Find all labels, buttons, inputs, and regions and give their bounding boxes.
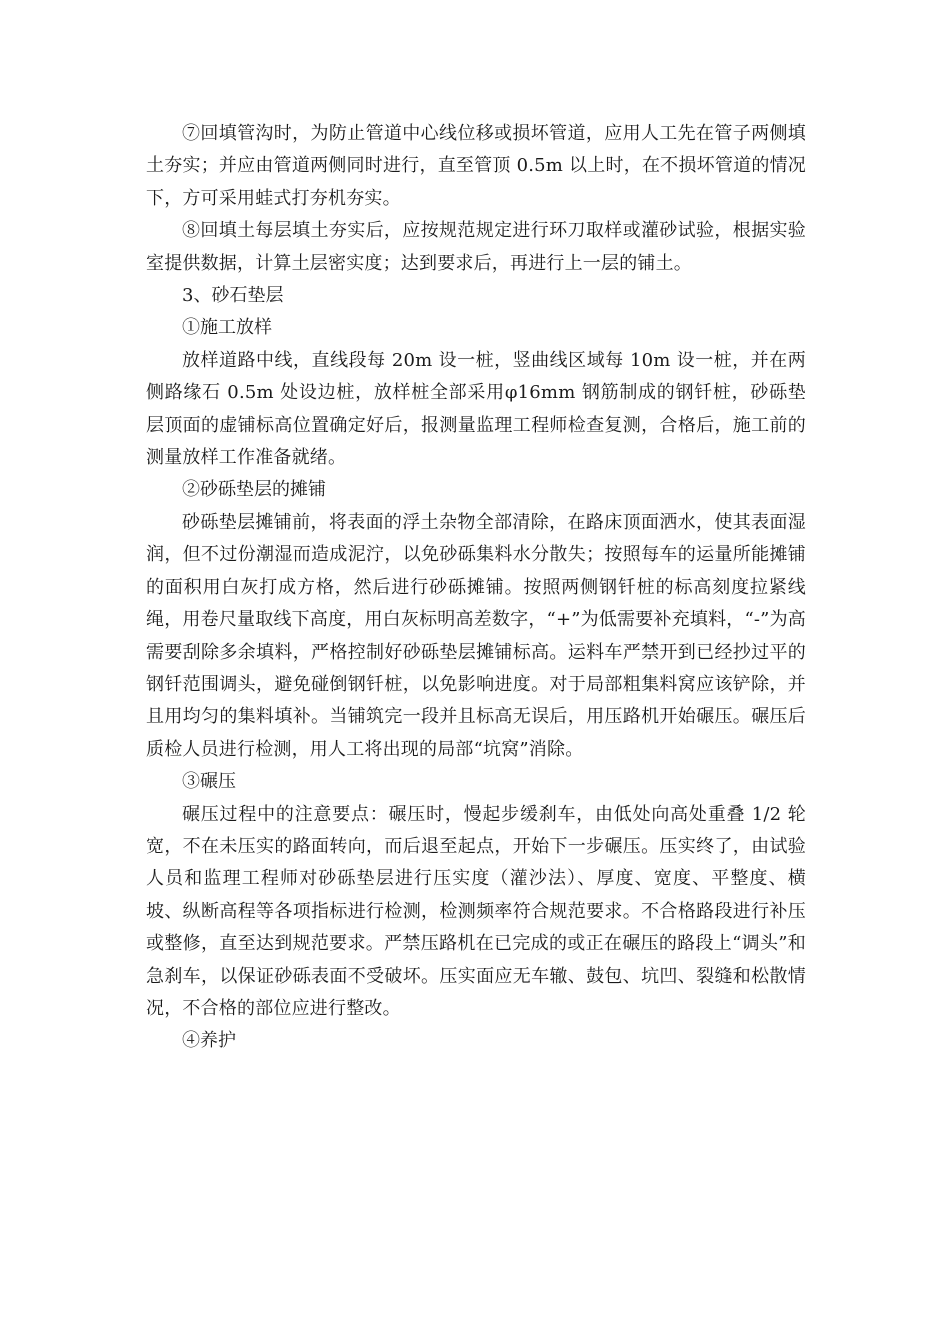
subheading-curing: ④养护	[182, 1030, 236, 1052]
subheading-survey-layout: ①施工放样	[182, 317, 272, 339]
section-heading-gravel-cushion: 3、砂石垫层	[182, 285, 284, 307]
document-page	[146, 118, 806, 1058]
subheading-rolling: ③碾压	[182, 771, 236, 793]
paragraph-rolling: 碾压过程中的注意要点：碾压时，慢起步缓刹车，由低处向高处重叠 1/2 轮宽，不在未压实的路面转向，而后退至起点，开始下一步碾压。压实终了，由试验人员和监理工程师对砂砾垫层进行压实度（灌沙法）、厚度、宽度、平整度、横坡、纵断高程等各项指标进行检测，检测频率符合规范要求。不合格路段进行补压或整修，直至达到规范要求。严禁压路机在已完成的或正在碾压的路段上“调头”和急刹车，以保证砂砾表面不受破坏。压实面应无车辙、鼓包、坑凹、裂缝和松散情况，不合格的部位应进行整改。	[146, 803, 806, 1019]
paragraph-survey-layout: 放样道路中线，直线段每 20m 设一桩，竖曲线区域每 10m 设一桩，并在两侧路缘石 0.5m 处设边桩，放样桩全部采用φ16mm 钢筋制成的钢钎桩，砂砾垫层顶面的虚铺标高位置确定好后，报测量监理工程师检查复测，合格后，施工前的测量放样工作准备就绪。	[146, 349, 806, 469]
subheading-gravel-spreading: ②砂砾垫层的摊铺	[182, 479, 326, 501]
paragraph-backfill-trench: ⑦回填管沟时，为防止管道中心线位移或损坏管道，应用人工先在管子两侧填土夯实；并应由管道两侧同时进行，直至管顶 0.5m 以上时，在不损坏管道的情况下，方可采用蛙式打夯机夯实。	[146, 123, 806, 209]
paragraph-backfill-compaction: ⑧回填土每层填土夯实后，应按规范规定进行环刀取样或灌砂试验，根据实验室提供数据，计算土层密实度；达到要求后，再进行上一层的铺土。	[146, 220, 806, 274]
paragraph-gravel-spreading: 砂砾垫层摊铺前，将表面的浮土杂物全部清除，在路床顶面洒水，使其表面湿润，但不过份潮湿而造成泥泞，以免砂砾集料水分散失；按照每车的运量所能摊铺的面积用白灰打成方格，然后进行砂砾摊铺。按照两侧钢钎桩的标高刻度拉紧线绳，用卷尺量取线下高度，用白灰标明高差数字，“+”为低需要补充填料，“-”为高需要刮除多余填料，严格控制好砂砾垫层摊铺标高。运料车严禁开到已经抄过平的钢钎范围调头，避免碰倒钢钎桩，以免影响进度。对于局部粗集料窝应该铲除，并且用均匀的集料填补。当铺筑完一段并且标高无误后，用压路机开始碾压。碾压后质检人员进行检测，用人工将出现的局部“坑窝”消除。	[146, 511, 806, 760]
